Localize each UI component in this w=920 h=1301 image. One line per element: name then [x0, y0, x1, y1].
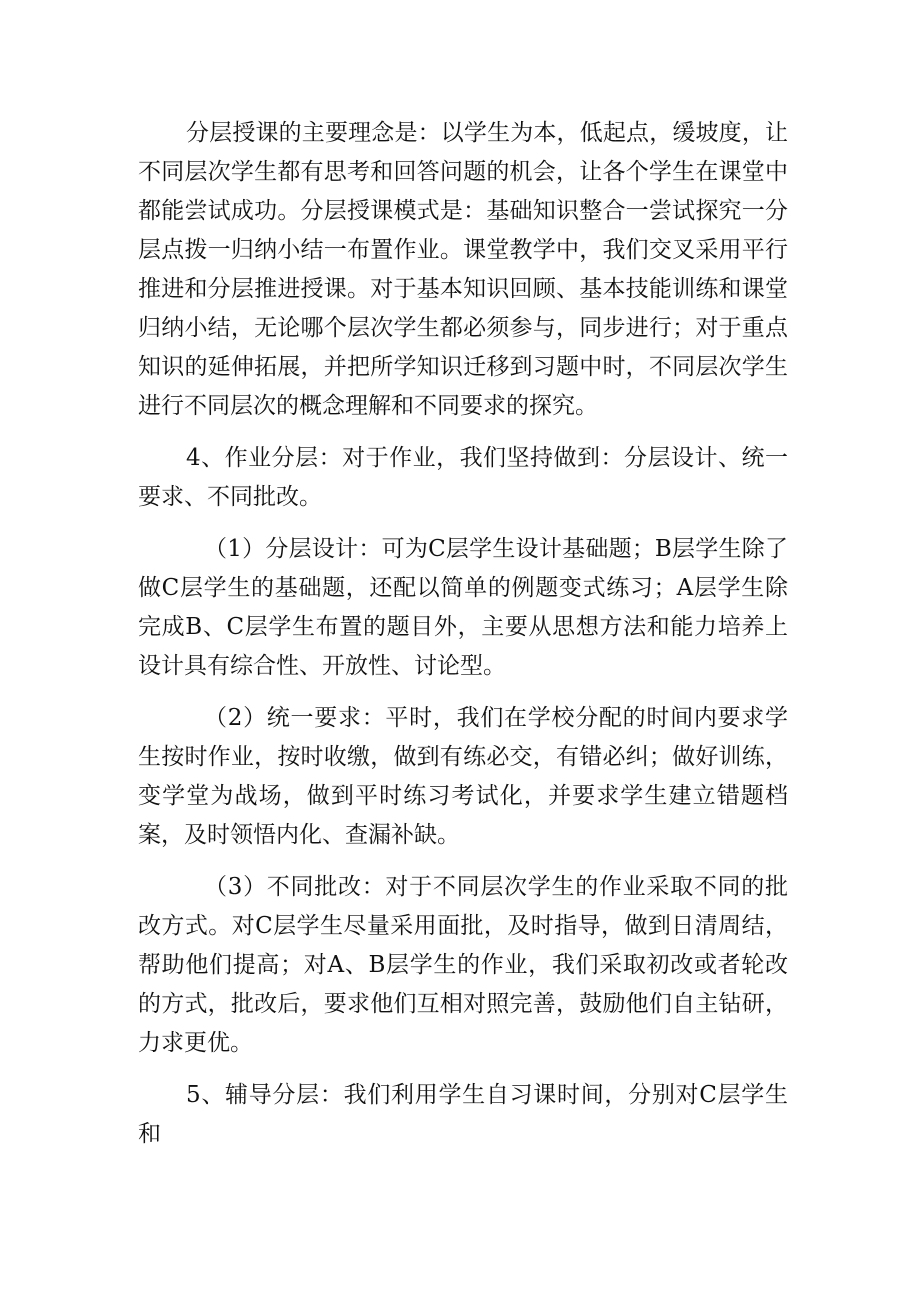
paragraph-homework-layering: 4、作业分层：对于作业，我们坚持做到：分层设计、统一要求、不同批改。: [138, 445, 788, 510]
paragraph-unified-requirements: （2）统一要求：平时，我们在学校分配的时间内要求学生按时作业，按时收缴，做到有练必交，有错必纠；做好训练，变学堂为战场，做到平时练习考试化，并要求学生建立错题档案，及时领悟内化、查漏补缺。: [138, 705, 788, 848]
paragraph-layered-teaching-concept: 分层授课的主要理念是：以学生为本，低起点，缓坡度，让不同层次学生都有思考和回答问题的机会，让各个学生在课堂中都能尝试成功。分层授课模式是：基础知识整合一尝试探究一分层点拨一归纳小结一布置作业。课堂教学中，我们交叉采用平行推进和分层推进授课。对于基本知识回顾、基本技能训练和课堂归纳小结，无论哪个层次学生都必须参与，同步进行；对于重点知识的延伸拓展，并把所学知识迁移到习题中时，不同层次学生进行不同层次的概念理解和不同要求的探究。: [138, 120, 788, 419]
paragraph-layered-design: （1）分层设计：可为C层学生设计基础题；B层学生除了做C层学生的基础题，还配以简单的例题变式练习；A层学生除完成B、C层学生布置的题目外，主要从思想方法和能力培养上设计具有综合性、开放性、讨论型。: [138, 536, 788, 679]
paragraph-different-grading: （3）不同批改：对于不同层次学生的作业采取不同的批改方式。对C层学生尽量采用面批，及时指导，做到日清周结，帮助他们提高；对A、B层学生的作业，我们采取初改或者轮改的方式，批改后，要求他们互相对照完善，鼓励他们自主钻研，力求更优。: [138, 874, 788, 1056]
document-body: [138, 114, 788, 1154]
paragraph-tutoring-layering: 5、辅导分层：我们利用学生自习课时间，分别对C层学生和: [138, 1082, 788, 1147]
